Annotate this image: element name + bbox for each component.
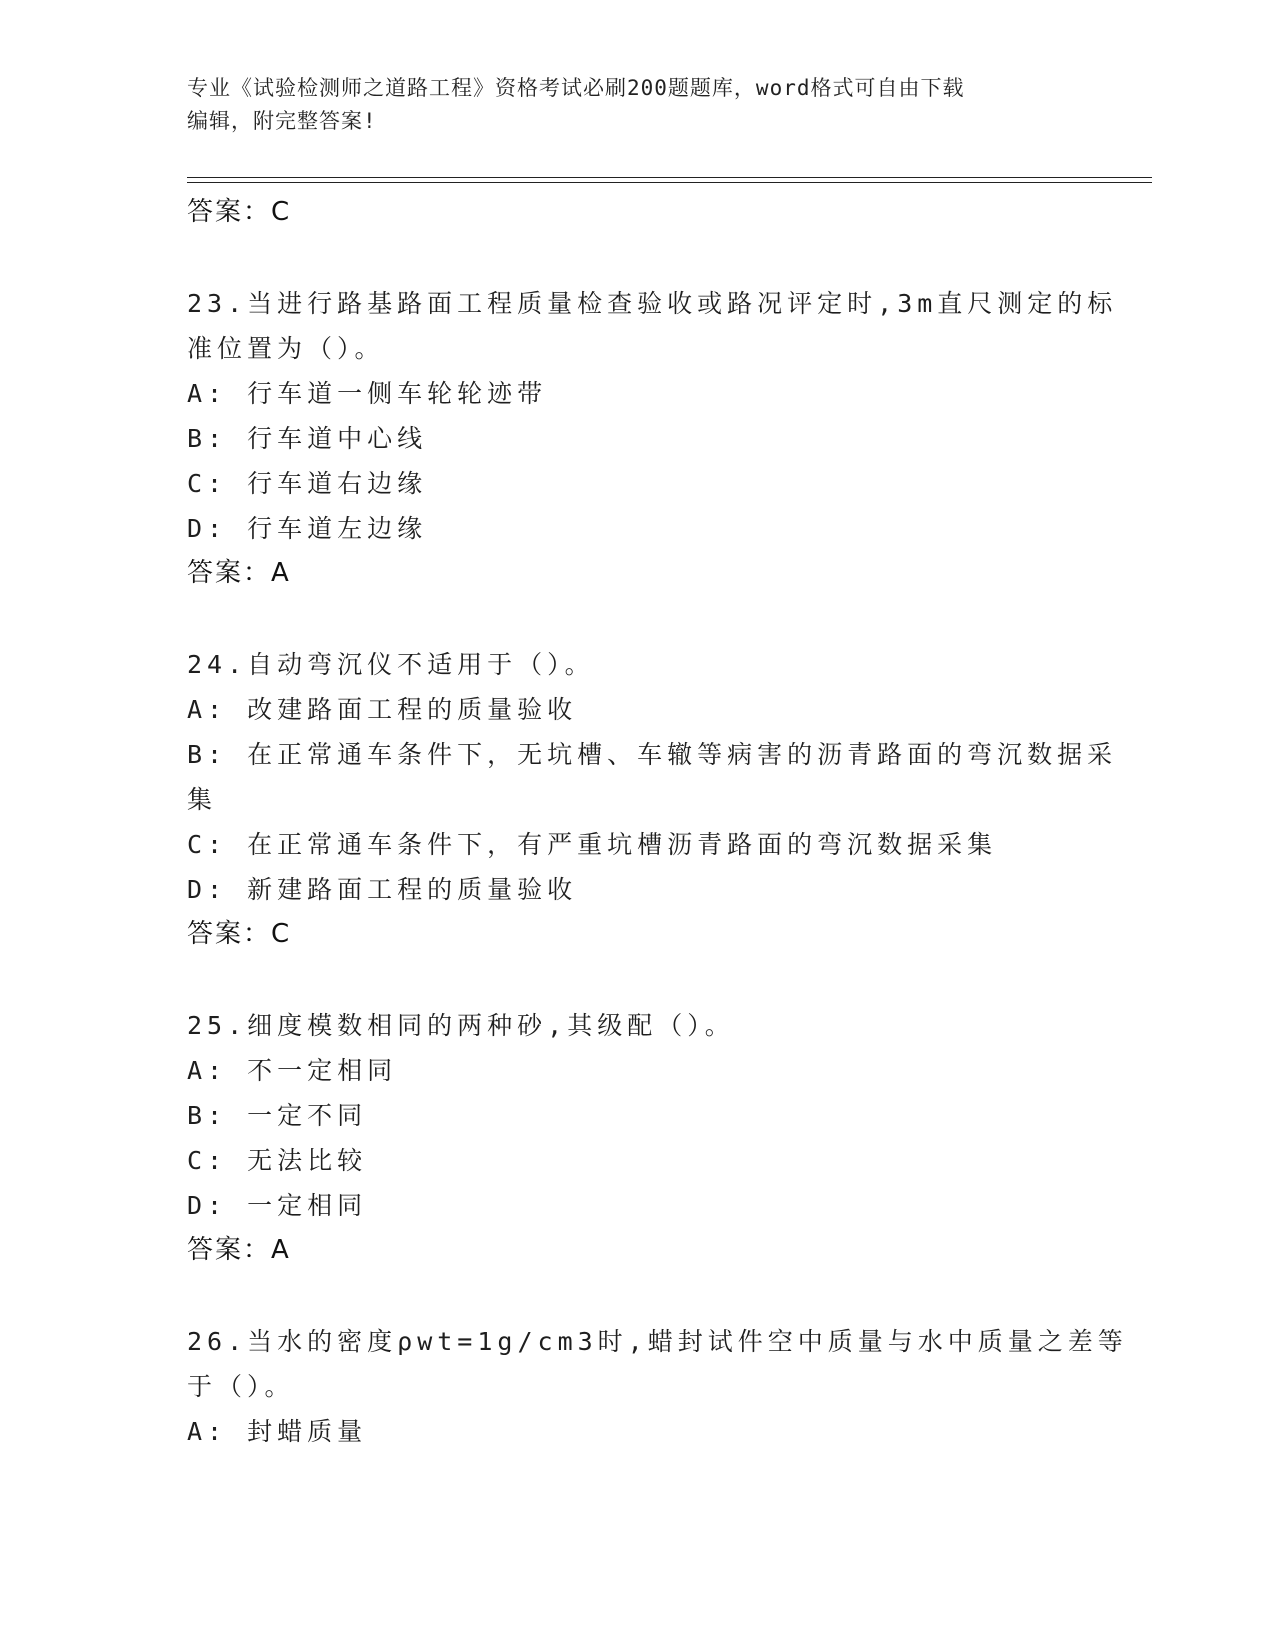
spacer <box>187 596 1087 642</box>
option-c: C: 无法比较 <box>187 1146 368 1175</box>
option-a: A: 行车道一侧车轮轮迹带 <box>187 379 548 408</box>
option-a: A: 封蜡质量 <box>187 1417 368 1446</box>
option-b-continued: 集 <box>187 785 218 814</box>
header-rule-top <box>187 177 1152 178</box>
header-line-2: 编辑，附完整答案! <box>187 109 377 133</box>
option-d: D: 行车道左边缘 <box>187 514 428 543</box>
question-stem: 准位置为（）。 <box>187 334 385 363</box>
question-list <box>187 190 1128 1454</box>
option-d: D: 一定相同 <box>187 1191 368 1220</box>
question-stem: 25.细度模数相同的两种砂,其级配（）。 <box>187 1011 735 1040</box>
option-b: B: 一定不同 <box>187 1101 368 1130</box>
option-d: D: 新建路面工程的质量验收 <box>187 875 578 904</box>
option-c: C: 行车道右边缘 <box>187 469 428 498</box>
answer-line: 答案：A <box>187 1235 291 1265</box>
header-rule-bottom <box>187 182 1152 183</box>
question-stem: 于（）。 <box>187 1372 295 1401</box>
option-a: A: 不一定相同 <box>187 1056 398 1085</box>
answer-line: 答案：C <box>187 197 292 227</box>
option-c: C: 在正常通车条件下，有严重坑槽沥青路面的弯沉数据采集 <box>187 830 998 859</box>
option-a: A: 改建路面工程的质量验收 <box>187 695 578 724</box>
question-23 <box>187 281 1118 596</box>
answer-line: 答案：A <box>187 558 291 588</box>
answer-line: 答案：C <box>187 919 292 949</box>
question-26 <box>187 1319 1128 1454</box>
page-header <box>187 72 1067 138</box>
option-b: B: 在正常通车条件下，无坑槽、车辙等病害的沥青路面的弯沉数据采 <box>187 740 1118 769</box>
question-25 <box>187 1003 1087 1273</box>
spacer <box>187 957 1087 1003</box>
question-stem: 24.自动弯沉仪不适用于（）。 <box>187 650 595 679</box>
header-line-1: 专业《试验检测师之道路工程》资格考试必刷200题题库，word格式可自由下载 <box>187 76 965 100</box>
question-stem: 26.当水的密度ρwt=1g/cm3时,蜡封试件空中质量与水中质量之差等 <box>187 1327 1128 1356</box>
spacer <box>187 1273 1087 1319</box>
spacer <box>187 235 1087 281</box>
question-stem: 23.当进行路基路面工程质量检查验收或路况评定时,3m直尺测定的标 <box>187 289 1118 318</box>
question-24 <box>187 642 1118 957</box>
option-b: B: 行车道中心线 <box>187 424 428 453</box>
